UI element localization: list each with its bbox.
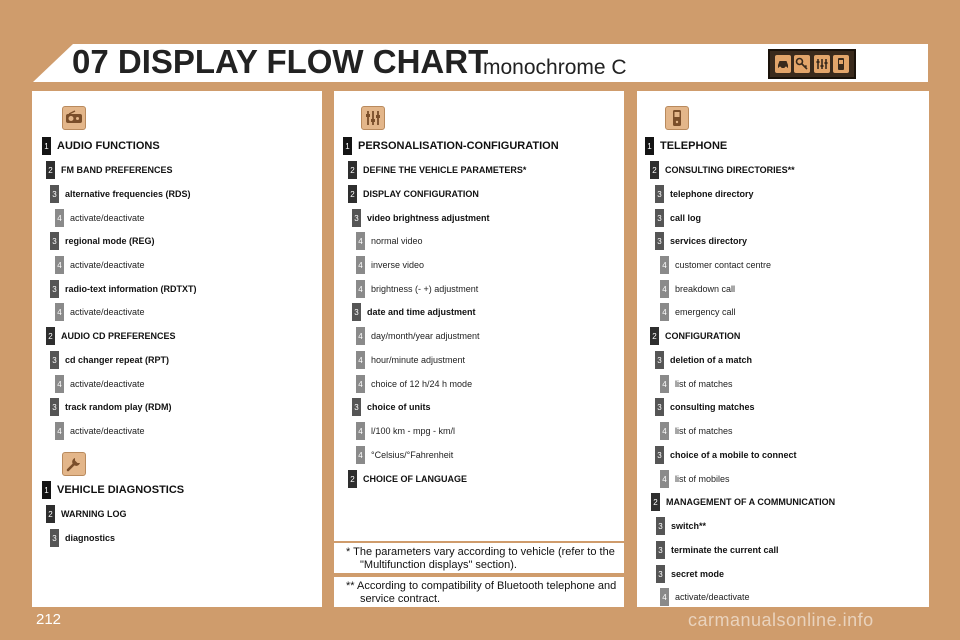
key-icon <box>794 55 810 73</box>
flow-row: 3 services directory <box>655 233 747 249</box>
flow-row: 3 track random play (RDM) <box>50 399 172 415</box>
flow-row: 4 breakdown call <box>660 281 735 297</box>
flow-row: 4 emergency call <box>660 304 736 320</box>
flow-row: 4 normal video <box>356 233 423 249</box>
flow-row: 3 choice of a mobile to connect <box>655 447 797 463</box>
flow-row: 4 list of matches <box>660 423 733 439</box>
page-number: 212 <box>36 611 62 628</box>
flow-row: 4 choice of 12 h/24 h mode <box>356 376 472 392</box>
flow-row: 2 MANAGEMENT OF A COMMUNICATION <box>651 494 835 510</box>
flow-row: 4 list of mobiles <box>660 471 730 487</box>
flow-row: 4 activate/deactivate <box>55 423 145 439</box>
flow-row: 2 DISPLAY CONFIGURATION <box>348 186 479 202</box>
flow-row: 4 customer contact centre <box>660 257 771 273</box>
phone-icon <box>833 55 849 73</box>
flow-row: 4 activate/deactivate <box>55 304 145 320</box>
flow-row: 3 telephone directory <box>655 186 754 202</box>
flow-row: 4 hour/minute adjustment <box>356 352 465 368</box>
flow-row: 2 DEFINE THE VEHICLE PARAMETERS* <box>348 162 526 178</box>
flow-row: 3 call log <box>655 210 701 226</box>
flow-row: 2 CHOICE OF LANGUAGE <box>348 471 467 487</box>
flow-row: 2 AUDIO CD PREFERENCES <box>46 328 176 344</box>
flow-row: 3 alternative frequencies (RDS) <box>50 186 191 202</box>
flow-row: 1 VEHICLE DIAGNOSTICS <box>42 482 184 498</box>
flow-row: 4 inverse video <box>356 257 424 273</box>
flow-row: 3 video brightness adjustment <box>352 210 490 226</box>
flow-row: 3 consulting matches <box>655 399 755 415</box>
flow-row: 3 regional mode (REG) <box>50 233 155 249</box>
flow-row: 3 diagnostics <box>50 530 115 546</box>
wrench-icon <box>62 452 86 476</box>
flow-row: 3 radio-text information (RDTXT) <box>50 281 197 297</box>
car-icon <box>775 55 791 73</box>
flow-row: 4 list of matches <box>660 376 733 392</box>
footnote-vehicle-parameters: * The parameters vary according to vehicle (refer to the "Multifunction displays" section). <box>334 543 624 573</box>
flow-row: 4 °Celsius/°Fahrenheit <box>356 447 453 463</box>
flow-row: 4 activate/deactivate <box>55 376 145 392</box>
page-title: 07 DISPLAY FLOW CHART <box>72 43 489 80</box>
flow-row: 2 CONSULTING DIRECTORIES** <box>650 162 795 178</box>
flow-row: 4 activate/deactivate <box>55 257 145 273</box>
flow-row: 1 PERSONALISATION-CONFIGURATION <box>343 138 559 154</box>
telephone-panel <box>637 91 929 607</box>
personalisation-panel <box>334 91 624 541</box>
audio-diagnostics-panel <box>32 91 322 607</box>
flow-row: 2 WARNING LOG <box>46 506 127 522</box>
flow-row: 1 TELEPHONE <box>645 138 727 154</box>
flow-row: 3 cd changer repeat (RPT) <box>50 352 169 368</box>
flow-row: 3 date and time adjustment <box>352 304 476 320</box>
audio-icon <box>62 106 86 130</box>
flow-row: 2 FM BAND PREFERENCES <box>46 162 173 178</box>
tools-icon <box>361 106 385 130</box>
flow-row: 3 deletion of a match <box>655 352 752 368</box>
flow-row: 4 l/100 km - mpg - km/l <box>356 423 455 439</box>
footnote-bluetooth-compatibility: ** According to compatibility of Bluetooth telephone and service contract. <box>334 577 624 607</box>
flow-row: 3 terminate the current call <box>656 542 779 558</box>
flow-row: 4 activate/deactivate <box>55 210 145 226</box>
flow-row: 2 CONFIGURATION <box>650 328 740 344</box>
flow-row: 3 secret mode <box>656 566 724 582</box>
phone-icon <box>665 106 689 130</box>
flow-row: 4 day/month/year adjustment <box>356 328 480 344</box>
flow-row: 4 brightness (- +) adjustment <box>356 281 478 297</box>
watermark: carmanualsonline.info <box>688 610 874 630</box>
header-icon-strip <box>768 49 856 79</box>
flow-row: 3 choice of units <box>352 399 431 415</box>
tools-icon <box>814 55 830 73</box>
flow-row: 4 activate/deactivate <box>660 589 750 605</box>
page-subtitle: monochrome C <box>483 56 627 79</box>
flow-row: 1 AUDIO FUNCTIONS <box>42 138 160 154</box>
flow-row: 3 switch** <box>656 518 706 534</box>
